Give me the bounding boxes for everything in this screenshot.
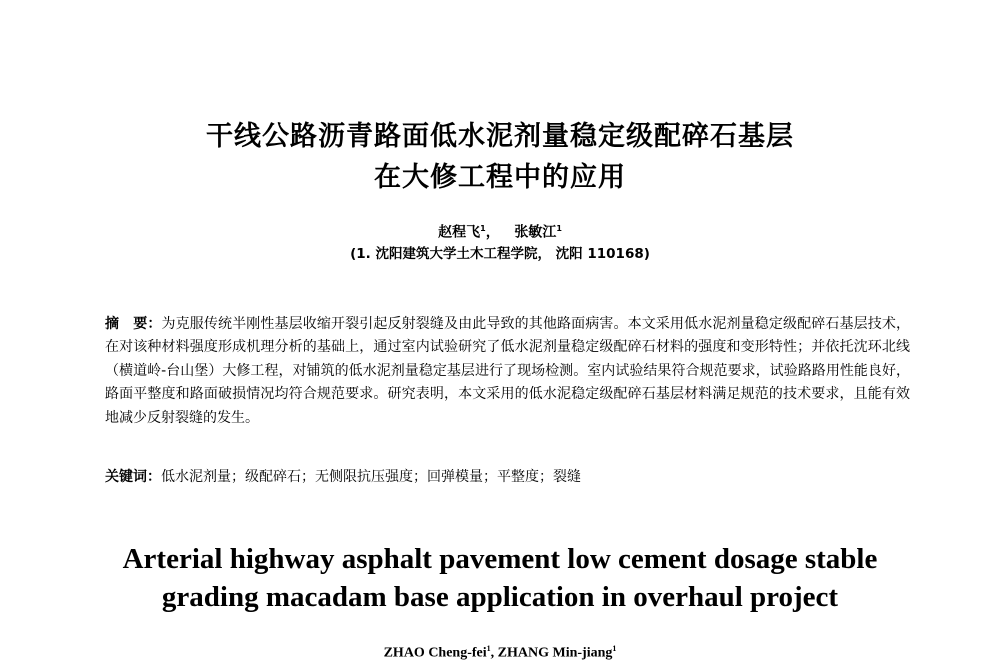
abstract-label: 摘 要： xyxy=(105,316,162,332)
chinese-title-line-1: 干线公路沥青路面低水泥剂量稳定级配碎石基层 xyxy=(206,121,794,152)
chinese-authors xyxy=(0,220,1000,242)
keywords-text: 低水泥剂量；级配碎石；无侧限抗压强度；回弹模量；平整度；裂缝 xyxy=(161,469,581,485)
english-title-line-1: Arterial highway asphalt pavement low cement dosage stable xyxy=(122,543,878,575)
english-title-line-2: grading macadam base application in overhaul project xyxy=(161,581,839,613)
english-author-2-affiliation-mark: 1 xyxy=(612,644,617,653)
author-1-affiliation-mark: 1 xyxy=(480,224,486,233)
english-author-2-name: ZHANG Min-jiang xyxy=(497,645,613,661)
chinese-affiliation: (1. 沈阳建筑大学土木工程学院， 沈阳 110168) xyxy=(350,246,650,262)
author-separator: ， xyxy=(485,224,500,241)
abstract-text: 为克服传统半刚性基层收缩开裂引起反射裂缝及由此导致的其他路面病害。本文采用低水泥剂量稳定级配碎石基层技术，在对该种材料强度形成机理分析的基础上，通过室内试验研究了低水泥剂量稳定级配碎石材料的强度和变形特性；并依托沈环北线（横道岭-台山堡）大修工程，对铺筑的低水泥剂量稳定基层进行了现场检测。室内试验结果符合规范要求，试验路路用性能良好，路面平整度和路面破损情况均符合规范要求。研究表明，本文采用的低水泥稳定级配碎石基层材料满足规范的技术要求，且能有效地减少反射裂缝的发生。 xyxy=(105,316,910,426)
author-2-affiliation-mark: 1 xyxy=(556,224,562,233)
english-authors xyxy=(0,640,1000,663)
chinese-title-line-2: 在大修工程中的应用 xyxy=(374,162,626,193)
english-author-separator: , xyxy=(490,645,498,661)
abstract-paragraph xyxy=(105,313,910,430)
keywords-label: 关键词： xyxy=(105,469,161,485)
author-1-name: 赵程飞 xyxy=(438,224,481,241)
keywords-line xyxy=(105,466,910,489)
english-author-1-name: ZHAO Cheng-fei xyxy=(383,645,487,661)
author-2-name: 张敏江 xyxy=(514,224,557,241)
english-author-1-affiliation-mark: 1 xyxy=(486,644,491,653)
